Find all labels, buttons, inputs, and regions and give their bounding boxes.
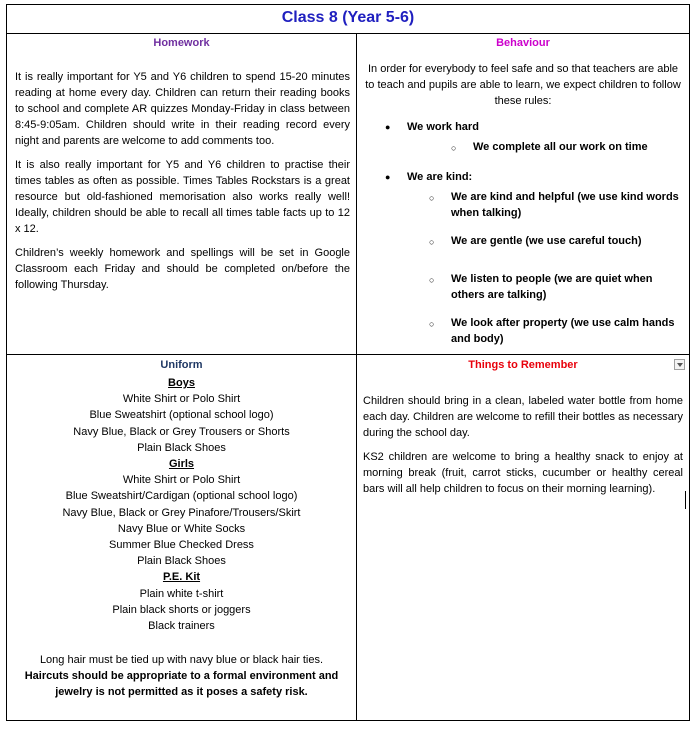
rule-subitem-text: We look after property (we use calm hands and body) bbox=[451, 317, 675, 345]
uniform-item: Blue Sweatshirt/Cardigan (optional school logo) bbox=[65, 490, 298, 503]
rule-item: ● We are kind: bbox=[357, 169, 689, 185]
behaviour-intro: In order for everybody to feel safe and so that teachers are able to teach and pupils are able to learn, we expect children to follow these rules: bbox=[365, 63, 681, 107]
chevron-down-icon[interactable] bbox=[674, 359, 685, 370]
uniform-item: Blue Sweatshirt (optional school logo) bbox=[89, 409, 274, 422]
uniform-item: Plain black shorts or joggers bbox=[112, 603, 251, 616]
circle-bullet-icon: ○ bbox=[429, 237, 435, 247]
rule-subitem bbox=[357, 315, 689, 347]
rule-subitem bbox=[357, 189, 689, 221]
uniform-item: White Shirt or Polo Shirt bbox=[122, 393, 241, 406]
boys-heading: Boys bbox=[168, 377, 195, 389]
behaviour-cell bbox=[357, 33, 689, 355]
things-cell bbox=[357, 355, 689, 721]
haircut-note: Haircuts should be appropriate to a formal environment and jewelry is not permitted as it poses a safety risk. bbox=[24, 670, 339, 699]
uniform-item: White Shirt or Polo Shirt bbox=[122, 474, 241, 487]
homework-cell bbox=[7, 33, 357, 355]
homework-heading: Homework bbox=[153, 37, 210, 49]
uniform-heading: Uniform bbox=[160, 359, 203, 371]
rule-subitem bbox=[357, 139, 689, 155]
things-paragraph: Children should bring in a clean, labeled water bottle from home each day. Children are welcome to refill their bottles as necessary during the school day. bbox=[363, 395, 683, 439]
rule-item: ● We work hard bbox=[357, 119, 689, 135]
uniform-item: Navy Blue, Black or Grey Pinafore/Trousers/Skirt bbox=[62, 506, 301, 519]
uniform-list bbox=[7, 373, 356, 634]
circle-bullet-icon: ○ bbox=[429, 319, 435, 329]
girls-heading: Girls bbox=[168, 458, 195, 471]
rule-subitem-text: We complete all our work on time bbox=[473, 141, 648, 153]
uniform-item: Summer Blue Checked Dress bbox=[109, 539, 254, 552]
things-body[interactable] bbox=[357, 373, 689, 497]
uniform-item: Plain white t-shirt bbox=[139, 587, 224, 600]
homework-paragraph: It is also really important for Y5 and Y6 children to practise their times tables as often as possible. Times Tables Rockstars is a great resource but old-fashioned memorisation also works really well! Ideally, children should be able to recall all times table facts up to 12 x 12. bbox=[15, 159, 350, 235]
homework-body bbox=[7, 51, 356, 293]
rules-list bbox=[357, 119, 689, 347]
uniform-item: Black trainers bbox=[148, 620, 215, 633]
uniform-item: Navy Blue or White Socks bbox=[117, 522, 246, 535]
uniform-item: Plain Black Shoes bbox=[137, 441, 226, 454]
behaviour-heading: Behaviour bbox=[496, 37, 550, 49]
page-title: Class 8 (Year 5-6) bbox=[7, 5, 689, 34]
uniform-cell bbox=[7, 355, 357, 721]
hair-note: Long hair must be tied up with navy blue or black hair ties. bbox=[39, 654, 324, 667]
pe-kit-heading: P.E. Kit bbox=[162, 571, 201, 584]
rule-subitem-text: We are gentle (we use careful touch) bbox=[451, 235, 642, 247]
homework-paragraph: It is really important for Y5 and Y6 children to spend 15-20 minutes reading at home every day. Children can return their reading books to school and complete AR quizzes Monday-Friday in class between 8:45-9:05am. Children should write in their reading record every night and parents are welcome to add comments too. bbox=[15, 71, 350, 147]
circle-bullet-icon: ○ bbox=[429, 193, 435, 203]
text-cursor bbox=[685, 491, 686, 509]
things-paragraph: KS2 children are welcome to bring a healthy snack to enjoy at morning break (fruit, carrot sticks, cucumber or healthy cereal bars will all help children to focus on their morning learning). bbox=[363, 451, 683, 495]
rule-subitem-text: We listen to people (we are quiet when others are talking) bbox=[451, 273, 653, 301]
rule-subitem bbox=[357, 233, 689, 249]
circle-bullet-icon: ○ bbox=[451, 143, 457, 153]
info-grid bbox=[7, 33, 689, 720]
circle-bullet-icon: ○ bbox=[429, 275, 435, 285]
uniform-item: Plain Black Shoes bbox=[137, 555, 226, 568]
things-heading: Things to Remember bbox=[468, 359, 578, 371]
homework-paragraph: Children’s weekly homework and spellings will be set in Google Classroom each Friday and should be completed on/before the following Thursday. bbox=[15, 247, 350, 291]
uniform-item: Navy Blue, Black or Grey Trousers or Shorts bbox=[73, 425, 290, 438]
document-table bbox=[6, 4, 690, 721]
uniform-notes bbox=[7, 652, 356, 700]
rule-subitem-text: We are kind and helpful (we use kind words when talking) bbox=[451, 191, 679, 219]
rule-subitem bbox=[357, 271, 689, 303]
